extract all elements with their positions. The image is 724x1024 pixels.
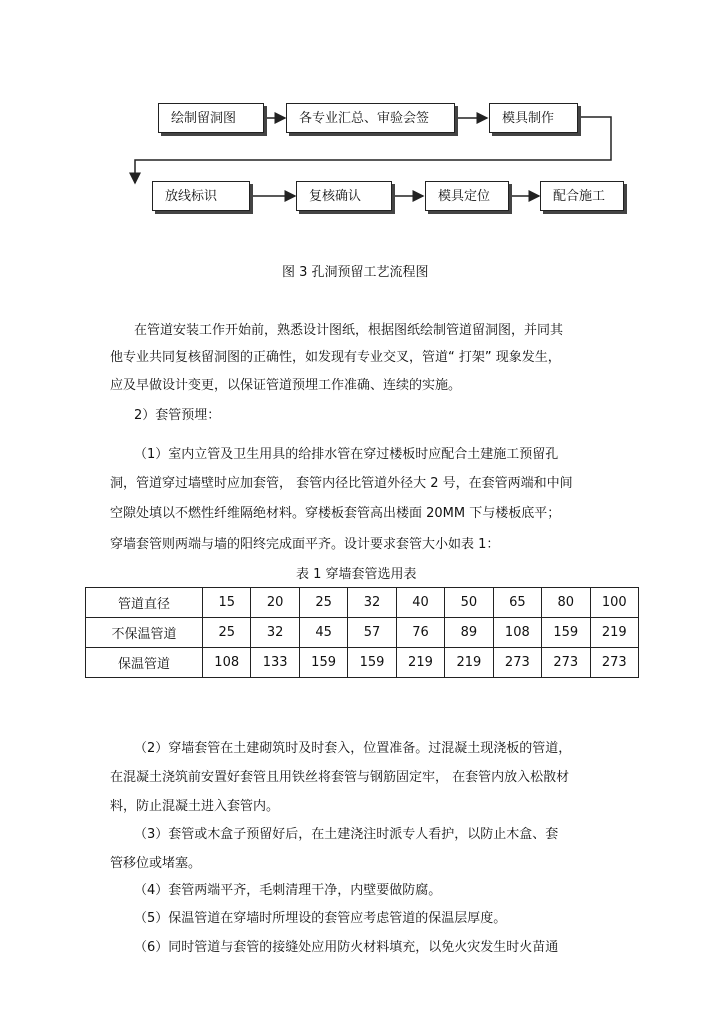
- item6-line: （6）同时管道与套管的接缝处应用防火材料填充，以免火灾发生时火苗通: [134, 940, 559, 955]
- table-cell: 32: [251, 618, 299, 648]
- table-cell: 32: [348, 588, 396, 618]
- table-cell: 管道直径: [86, 588, 203, 618]
- table-title: 表 1 穿墙套管选用表: [296, 567, 417, 582]
- table-cell: 65: [493, 588, 541, 618]
- table-cell: 100: [590, 588, 639, 618]
- intro-line-2: 他专业共同复核留洞图的正确性，如发现有专业交叉，管道“ 打架” 现象发生，: [110, 350, 561, 365]
- table-cell: 159: [299, 648, 347, 678]
- intro-line-3: 应及早做设计变更，以保证管道预埋工作准确、连续的实施。: [110, 378, 462, 393]
- flow-step-mold-making: 模具制作: [489, 103, 578, 133]
- sleeve-size-table: [85, 587, 639, 678]
- table-cell: 25: [203, 618, 251, 648]
- flow-step-summary-review: 各专业汇总、审验会签: [286, 103, 455, 133]
- table-cell: 20: [251, 588, 299, 618]
- table-row: [86, 648, 639, 678]
- table-cell: 219: [445, 648, 493, 678]
- table-cell: 159: [542, 618, 590, 648]
- flow-step-mold-positioning: 模具定位: [425, 181, 509, 211]
- table-cell: 50: [445, 588, 493, 618]
- item3-line-2: 管移位或堵塞。: [110, 856, 202, 871]
- table-cell: 76: [396, 618, 444, 648]
- table-cell: 25: [299, 588, 347, 618]
- table-cell: 219: [590, 618, 639, 648]
- intro-line-1: 在管道安装工作开始前，熟悉设计图纸，根据图纸绘制管道留洞图，并同其: [134, 323, 564, 338]
- item4-line: （4）套管两端平齐，毛刺清理干净，内壁要做防腐。: [134, 883, 442, 898]
- table-cell: 133: [251, 648, 299, 678]
- flow-step-setout-marking: 放线标识: [152, 181, 250, 211]
- item2-line-2: 在混凝土浇筑前安置好套管且用铁丝将套管与钢筋固定牢， 在套管内放入松散材: [110, 770, 570, 785]
- table-cell: 273: [493, 648, 541, 678]
- table-cell: 108: [203, 648, 251, 678]
- flow-step-coordinate-construction: 配合施工: [540, 181, 624, 211]
- item1-line-1: （1）室内立管及卫生用具的给排水管在穿过楼板时应配合土建施工预留孔: [134, 447, 559, 462]
- table-cell: 57: [348, 618, 396, 648]
- table-cell: 273: [590, 648, 639, 678]
- item1-line-4: 穿墙套管则两端与墙的阳终完成面平齐。设计要求套管大小如表 1：: [110, 537, 500, 552]
- table-cell: 不保温管道: [86, 618, 203, 648]
- table-cell: 273: [542, 648, 590, 678]
- table-cell: 45: [299, 618, 347, 648]
- item2-line-1: （2）穿墙套管在土建砌筑时及时套入，位置准备。过混凝土现浇板的管道，: [134, 741, 572, 756]
- flow-step-draw-hole-plan: 绘制留洞图: [158, 103, 264, 133]
- table-cell: 219: [396, 648, 444, 678]
- table-cell: 89: [445, 618, 493, 648]
- table-cell: 80: [542, 588, 590, 618]
- section-heading-sleeve-embedding: 2）套管预埋：: [134, 408, 221, 423]
- table-cell: 15: [203, 588, 251, 618]
- table-row: [86, 588, 639, 618]
- table-cell: 保温管道: [86, 648, 203, 678]
- item2-line-3: 料，防止混凝土进入套管内。: [110, 799, 280, 814]
- table-cell: 159: [348, 648, 396, 678]
- flowchart-caption: 图 3 孔洞预留工艺流程图: [282, 265, 429, 280]
- table-cell: 40: [396, 588, 444, 618]
- table-cell: 108: [493, 618, 541, 648]
- flow-step-recheck: 复核确认: [296, 181, 392, 211]
- item5-line: （5）保温管道在穿墙时所埋设的套管应考虑管道的保温层厚度。: [134, 911, 507, 926]
- item1-line-2: 洞，管道穿过墙壁时应加套管， 套管内径比管道外径大 2 号，在套管两端和中间: [110, 476, 573, 491]
- item1-line-3: 空隙处填以不燃性纤维隔绝材料。穿楼板套管高出楼面 20MM 下与楼板底平；: [110, 506, 561, 521]
- item3-line-1: （3）套管或木盒子预留好后，在土建浇注时派专人看护，以防止木盒、套: [134, 827, 559, 842]
- table-row: [86, 618, 639, 648]
